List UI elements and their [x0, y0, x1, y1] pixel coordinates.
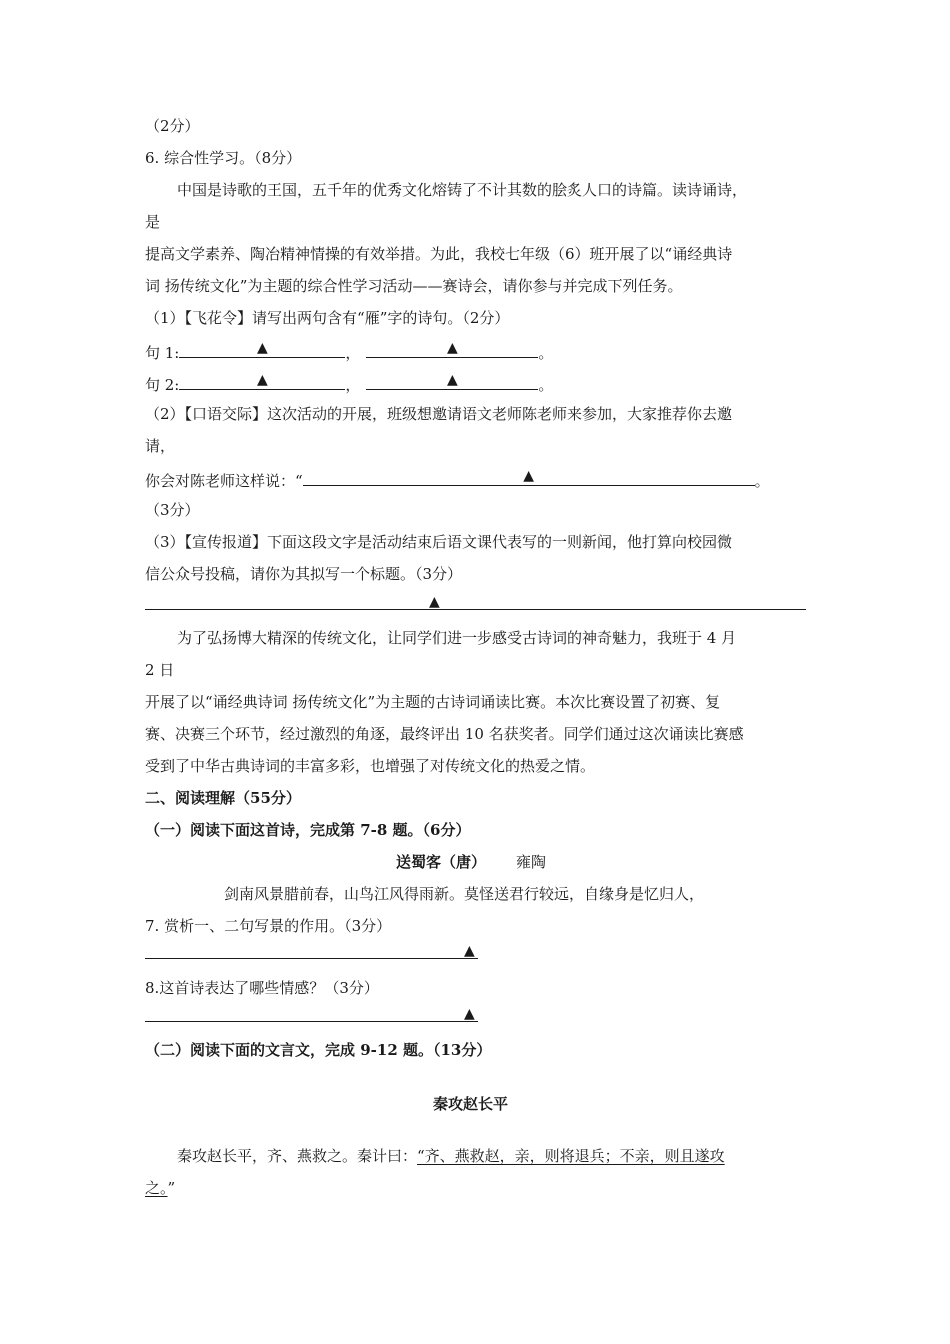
answer-mark: ▲ — [429, 594, 440, 610]
question-7: 7. 赏析一、二句写景的作用。（3分） — [145, 917, 392, 935]
section-heading: 二、阅读理解（55分） — [145, 789, 301, 807]
subquestion-2: （2）【口语交际】这次活动的开展，班级想邀请语文老师陈老师来参加，大家推荐你去邀 — [145, 405, 733, 423]
answer-line[interactable] — [145, 1021, 478, 1022]
subquestion-2-cont: 请， — [145, 437, 176, 455]
subsection-heading: （二）阅读下面的文言文，完成 9-12 题。（13分） — [145, 1041, 492, 1059]
subsection-heading: （一）阅读下面这首诗，完成第 7-8 题。（6分） — [145, 821, 471, 839]
news-paragraph: 2 日 — [145, 661, 175, 679]
subquestion-3: （3）【宣传报道】下面这段文字是活动结束后语文课代表写的一则新闻，他打算向校园微 — [145, 533, 733, 551]
answer-line[interactable] — [145, 958, 478, 959]
answer-mark: ▲ — [447, 340, 458, 356]
poem-title-row — [396, 852, 546, 872]
poem-author: 雍陶 — [516, 853, 547, 871]
answer-mark: ▲ — [256, 372, 268, 388]
answer-blank[interactable] — [179, 372, 345, 390]
answer-mark: ▲ — [523, 468, 535, 484]
subquestion-1: （1）【飞花令】请写出两句含有“雁”字的诗句。（2分） — [145, 309, 510, 327]
question-6-heading: 6. 综合性学习。（8分） — [145, 149, 302, 167]
poem-title: 送蜀客（唐） — [396, 853, 487, 871]
passage-line: 秦攻赵长平，齐、燕救之。秦计曰：“齐、燕救赵，亲，则将退兵；不亲，则且遂攻 — [177, 1147, 725, 1165]
answer-row-3: 你会对陈老师这样说：“ ▲ 。 — [145, 468, 770, 490]
answer-blank[interactable] — [179, 340, 345, 358]
prompt: 你会对陈老师这样说：“ — [145, 472, 303, 490]
paragraph-line: 词 扬传统文化”为主题的综合性学习活动——赛诗会，请你参与并完成下列任务。 — [145, 277, 683, 295]
question-8: 8.这首诗表达了哪些情感？（3分） — [145, 979, 379, 997]
subquestion-3-cont: 信公众号投稿，请你为其拟写一个标题。（3分） — [145, 565, 463, 583]
news-paragraph: 开展了以“诵经典诗词 扬传统文化”为主题的古诗词诵读比赛。本次比赛设置了初赛、复 — [145, 693, 721, 711]
news-paragraph: 为了弘扬博大精深的传统文化，让同学们进一步感受古诗词的神奇魅力，我班于 4 月 — [177, 629, 737, 647]
paragraph-line: 中国是诗歌的王国，五千年的优秀文化熔铸了不计其数的脍炙人口的诗篇。读诗诵诗， — [177, 181, 748, 199]
answer-mark: ▲ — [464, 943, 475, 959]
score-note: （3分） — [145, 501, 200, 519]
row-label: 句 1: — [145, 344, 180, 362]
answer-blank[interactable] — [366, 372, 538, 390]
answer-mark: ▲ — [464, 1006, 475, 1022]
answer-line[interactable] — [145, 609, 806, 610]
underlined-sentence: “齐、燕救赵，亲，则将退兵；不亲，则且遂攻 — [417, 1147, 725, 1165]
news-paragraph: 赛、决赛三个环节，经过激烈的角逐，最终评出 10 名获奖者。同学们通过这次诵读比赛感 — [145, 725, 744, 743]
passage-title: 秦攻赵长平 — [433, 1095, 509, 1113]
paragraph-line: 提高文学素养、陶冶精神情操的有效举措。为此，我校七年级（6）班开展了以“诵经典诗 — [145, 245, 733, 263]
answer-row-2: 句 2: ▲ ， ▲ 。 — [145, 372, 554, 394]
poem-body: 剑南风景腊前春，山鸟江风得雨新。莫怪送君行较远，自缘身是忆归人， — [224, 885, 705, 903]
answer-row-1: 句 1: ▲ ， ▲ 。 — [145, 340, 554, 362]
answer-blank[interactable] — [303, 468, 755, 486]
answer-mark: ▲ — [447, 372, 458, 388]
answer-mark: ▲ — [256, 340, 268, 356]
passage-line: 之。” — [145, 1179, 176, 1197]
news-paragraph: 受到了中华古典诗词的丰富多彩，也增强了对传统文化的热爱之情。 — [145, 757, 596, 775]
paragraph-line: 是 — [145, 213, 161, 231]
row-label: 句 2: — [145, 376, 180, 394]
answer-blank[interactable] — [366, 340, 538, 358]
score-note: （2分） — [145, 117, 200, 135]
underlined-sentence: 之。 — [145, 1179, 168, 1197]
